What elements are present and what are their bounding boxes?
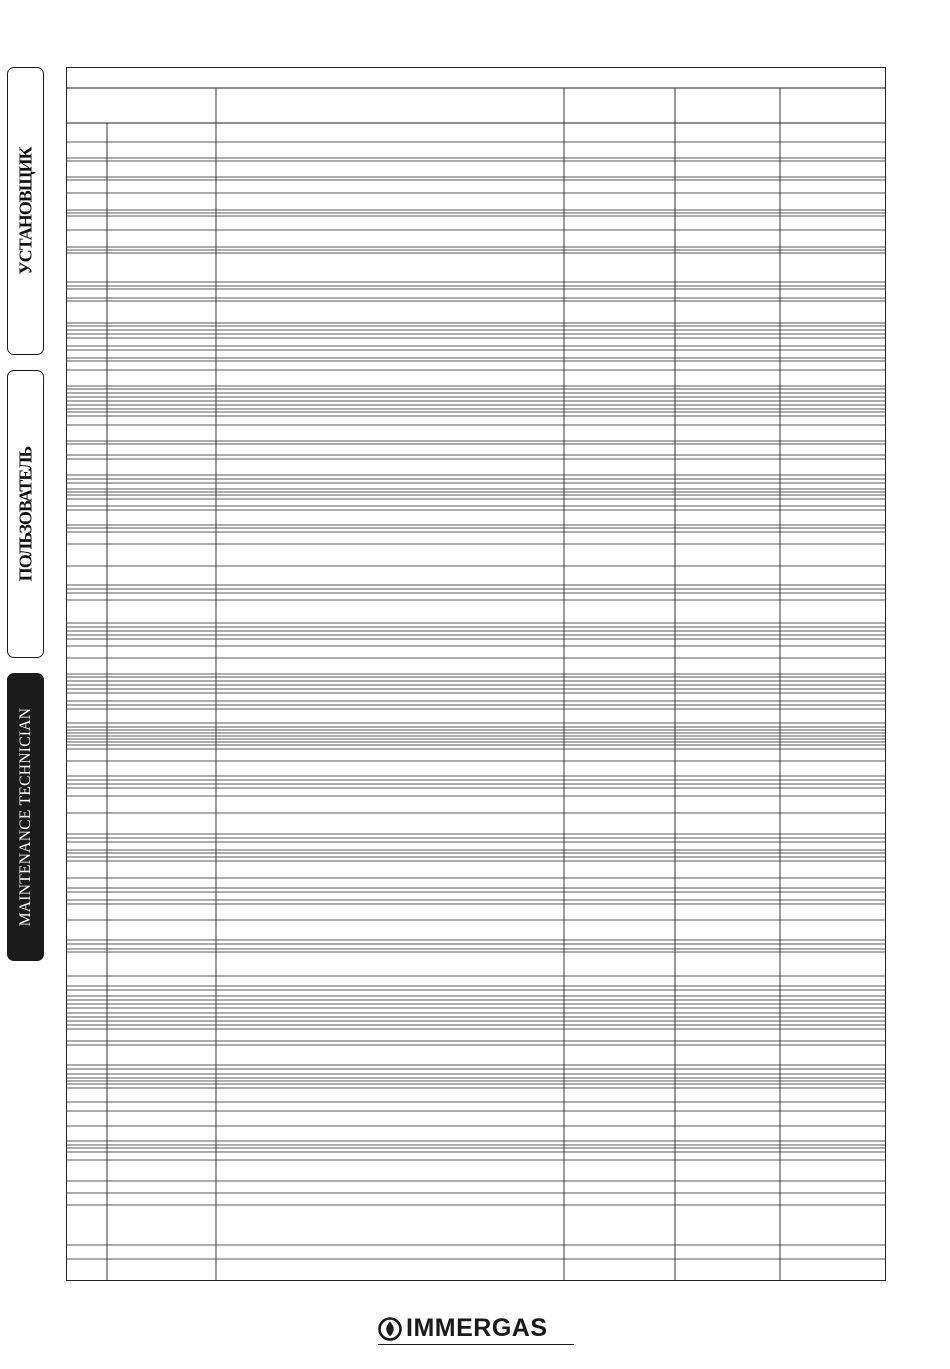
side-tab-user-label: ПОЛЬЗОВАТЕЛЬ: [15, 446, 35, 582]
side-tab-maintenance-technician[interactable]: [7, 673, 44, 961]
immergas-logo: [378, 1314, 574, 1346]
side-tab-maintenance-technician-label: MAINTENANCE TECHNICIAN: [16, 707, 34, 927]
side-tab-installer[interactable]: [7, 67, 44, 355]
data-table: [66, 67, 886, 1281]
immergas-flame-logo-icon: [378, 1317, 402, 1341]
brand-name: IMMERGAS: [406, 1314, 548, 1342]
side-tab-user[interactable]: [7, 370, 44, 658]
data-table-grid: [67, 68, 885, 1280]
side-tab-installer-label: УСТАНОВЩИК: [15, 147, 35, 275]
logo-underline: [378, 1344, 574, 1345]
